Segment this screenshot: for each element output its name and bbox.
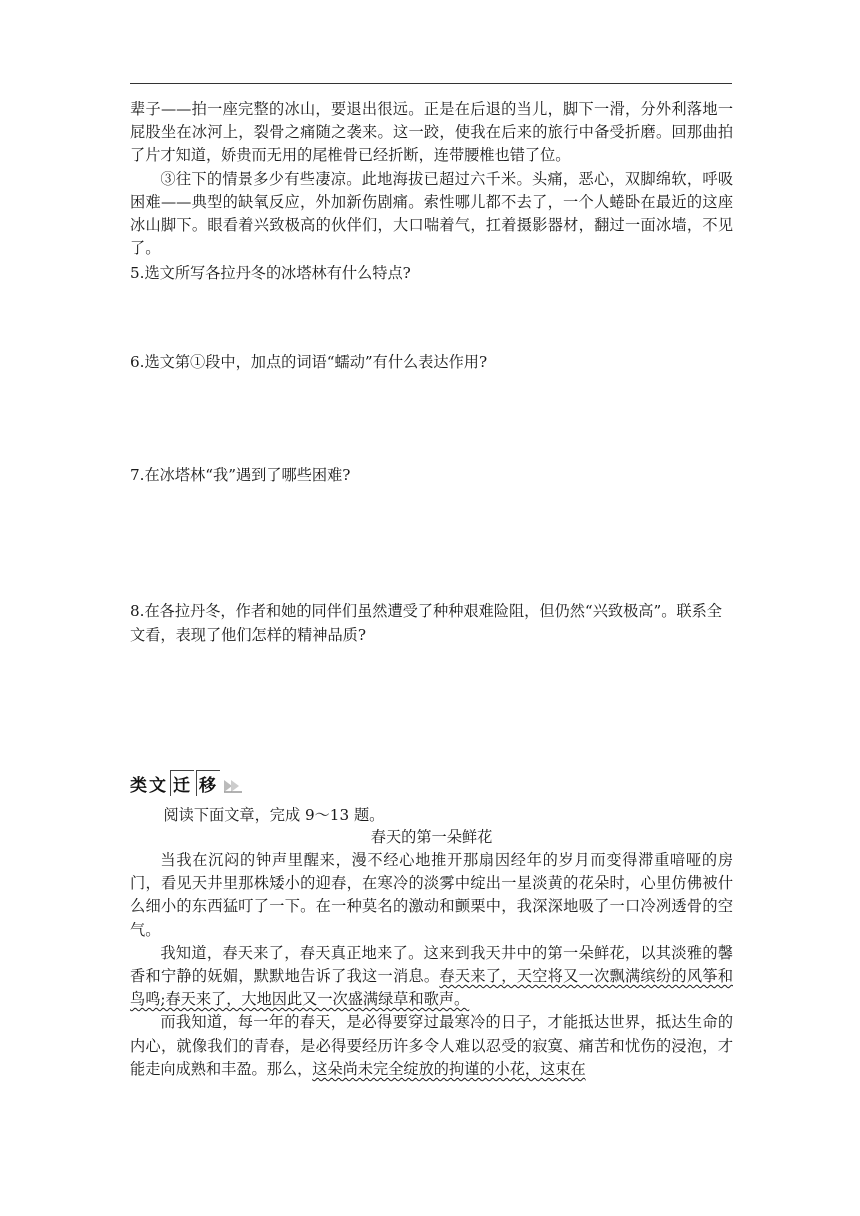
question-5: 5.选文所写各拉丹冬的冰塔林有什么特点? <box>130 264 411 282</box>
underlined-sentence: 春天来了，天空将又一次飘满缤纷的风筝和鸟鸣;春天来了，大地因此又一次盛满绿草和歌声。 <box>130 967 733 1009</box>
badge-char: 类 <box>130 776 149 796</box>
paragraph: ③往下的情景多少有些凄凉。此地海拔已超过六千米。头痛，恶心，双脚绵软，呼吸困难——典型的缺氧反应，外加新伤剧痛。索性哪儿都不去了，一个人蜷卧在最近的这座冰山脚下。眼看着兴致极高的伙伴们，大口喘着气，扛着摄影器材，翻过一面冰墙，不见了。 <box>130 169 733 258</box>
question-8: 8.在各拉丹冬，作者和她的同伴们虽然遭受了种种艰难险阻，但仍然“兴致极高”。联系全文看，表现了他们怎样的精神品质? <box>130 602 722 644</box>
paragraph <box>130 942 733 1012</box>
underlined-sentence: 这朵尚未完全绽放的拘谨的小花，这束在 <box>312 1059 586 1078</box>
arrow-decoration-icon <box>222 777 244 795</box>
section-instruction: 阅读下面文章，完成 9～13 题。 <box>163 806 385 824</box>
passage-spring <box>130 849 733 1081</box>
article-title: 春天的第一朵鲜花 <box>370 828 493 846</box>
section-badge <box>130 766 244 796</box>
paragraph-text: 我知道，春天来了，春天真正地来了。这来到我天井中的第一朵鲜花，以其淡雅的馨香和宁静的妩媚，默默地告诉了我这一消息。 <box>130 943 733 986</box>
passage-top <box>130 98 733 260</box>
paragraph: 辈子——拍一座完整的冰山，要退出很远。正是在后退的当儿，脚下一滑，分外利落地一屁股坐在冰河上，裂骨之痛随之袭来。这一跤，使我在后来的旅行中备受折磨。回那曲拍了片才知道，娇贵而无用的尾椎骨已经折断，连带腰椎也错了位。 <box>130 100 733 165</box>
header-rule <box>130 83 732 84</box>
paragraph <box>130 1011 733 1081</box>
badge-char: 文 <box>149 776 168 796</box>
paragraph: 当我在沉闷的钟声里醒来，漫不经心地推开那扇因经年的岁月而变得滞重喑哑的房门，看见天井里那株矮小的迎春，在寒冷的淡雾中绽出一星淡黄的花朵时，心里仿佛被什么细小的东西猛叮了一下。在一种莫名的激动和颤栗中，我深深地吸了一口冷冽透骨的空气。 <box>130 851 733 939</box>
paragraph-text: 而我知道，每一年的春天，是必得要穿过最寒冷的日子，才能抵达世界，抵达生命的内心，就像我们的青春，是必得要经历许多令人难以忍受的寂寞、痛苦和忧伤的浸泡，才能走向成熟和丰盈。那么， <box>130 1013 733 1078</box>
question-7: 7.在冰塔林“我”遇到了哪些困难? <box>130 466 351 484</box>
question-6: 6.选文第①段中，加点的词语“蠕动”有什么表达作用? <box>130 353 488 371</box>
badge-char: 移 <box>196 770 220 796</box>
badge-char: 迁 <box>170 770 194 796</box>
